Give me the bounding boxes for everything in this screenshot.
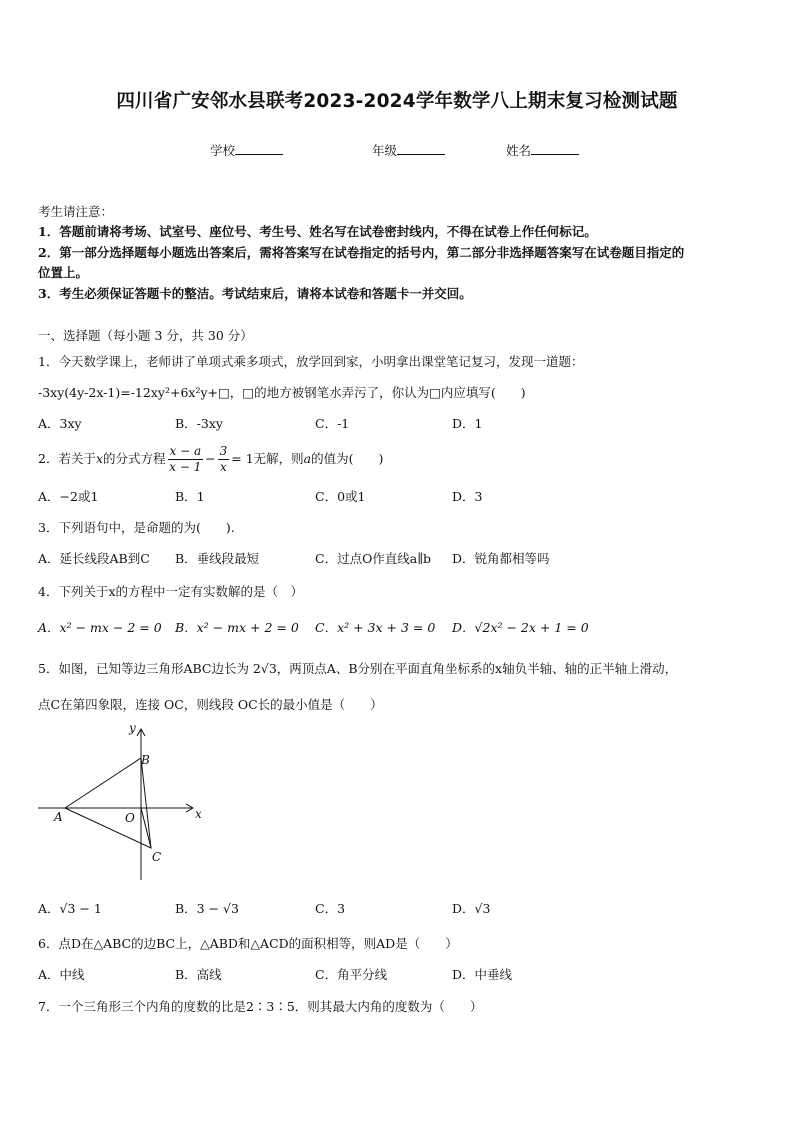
q7-stem: 7．一个三角形三个内角的度数的比是2∶3∶5．则其最大内角的度数为（ ）: [38, 999, 483, 1014]
q2-frac2-denominator: x: [220, 460, 227, 474]
q2-frac1-numerator: x − a: [169, 444, 202, 458]
q2-fraction-1: [168, 444, 204, 475]
q2-option-b: B．1: [175, 489, 205, 504]
notice-heading: 考生请注意：: [38, 204, 114, 219]
q5-label-y: y: [129, 721, 136, 735]
q5-label-o: O: [125, 811, 135, 825]
q5-segment-oc: [141, 808, 151, 848]
grade-blank: [397, 142, 445, 155]
notice-item-2: 2．第一部分选择题每小题选出答案后，需将答案写在试卷指定的括号内，第二部分非选择题答案写在试卷题目指定的: [38, 245, 685, 260]
notice-item-2-cont: 位置上。: [38, 265, 89, 280]
q2-var-a: a: [303, 451, 312, 466]
q2-eq: = 1无解，则: [231, 451, 304, 466]
q3-option-d: D．锐角都相等吗: [452, 551, 550, 566]
q3-option-b: B．垂线段最短: [175, 551, 260, 566]
q1-option-d: D．1: [452, 416, 483, 431]
q2-option-d: D．3: [452, 489, 483, 504]
grade-label: 年级: [372, 143, 398, 158]
q1-option-b: B．-3xy: [175, 416, 223, 431]
grade-field: [372, 141, 445, 159]
notice-item-3: 3．考生必须保证答题卡的整洁。考试结束后，请将本试卷和答题卡一并交回。: [38, 286, 472, 301]
q5-stem-line-2: 点C在第四象限，连接 OC，则线段 OC长的最小值是（ ）: [38, 697, 383, 712]
name-field: [506, 141, 579, 159]
q3-option-a: A．延长线段AB到C: [38, 551, 150, 566]
q4-option-b: B．x² − mx + 2 = 0: [175, 620, 299, 635]
q2-minus: −: [205, 451, 216, 466]
q5-option-c: C．3: [315, 901, 346, 916]
q4-option-d: D．√2x² − 2x + 1 = 0: [452, 620, 589, 635]
q5-label-a: A: [54, 810, 63, 824]
q4-option-c: C．x² + 3x + 3 = 0: [315, 620, 436, 635]
page-title: 四川省广安邻水县联考2023-2024学年数学八上期末复习检测试题: [116, 91, 678, 112]
q3-option-c: C．过点O作直线a∥b: [315, 551, 432, 566]
q2-frac2-numerator: 3: [219, 444, 228, 458]
q5-option-a: A．√3 − 1: [38, 901, 102, 916]
q6-option-b: B．高线: [175, 967, 222, 982]
q6-option-c: C．角平分线: [315, 967, 388, 982]
school-label: 学校: [210, 143, 236, 158]
section-heading: 一、选择题（每小题 3 分，共 30 分）: [38, 328, 253, 343]
q5-option-d: D．√3: [452, 901, 491, 916]
q2-frac1-denominator: x − 1: [169, 460, 202, 474]
q6-option-d: D．中垂线: [452, 967, 513, 982]
q1-stem: 1．今天数学课上，老师讲了单项式乘多项式，放学回到家，小明拿出课堂笔记复习，发现一道题：: [38, 354, 584, 369]
q5-option-b: B．3 − √3: [175, 901, 239, 916]
q2-post: 的值为( ): [311, 451, 384, 466]
q5-stem-line-1: 5．如图，已知等边三角形ABC边长为 2√3，两顶点A、B分别在平面直角坐标系的x轴负半轴、轴的正半轴上滑动，: [38, 661, 678, 676]
q2-mid: 的分式方程: [103, 451, 166, 466]
q5-label-b: B: [141, 753, 150, 767]
q2-stem: [38, 442, 764, 476]
school-field: [210, 141, 283, 159]
q2-option-c: C．0或1: [315, 489, 366, 504]
q1-expression: -3xy(4y-2x-1)=-12xy²+6x²y+□，□的地方被钢笔水弄污了，你认为□内应填写( ): [38, 385, 526, 400]
q4-stem: 4．下列关于x的方程中一定有实数解的是（ ）: [38, 584, 304, 599]
q1-option-c: C．-1: [315, 416, 350, 431]
name-label: 姓名: [506, 143, 532, 158]
q2-var-x: x: [95, 451, 104, 466]
notice-item-1: 1．答题前请将考场、试室号、座位号、考生号、姓名写在试卷密封线内，不得在试卷上作任何标记。: [38, 224, 597, 239]
q2-option-a: A．−2或1: [38, 489, 99, 504]
q4-option-a: A．x² − mx − 2 = 0: [38, 620, 162, 635]
q5-label-c: C: [152, 850, 162, 864]
q1-option-a: A．3xy: [38, 416, 82, 431]
q5-figure: [30, 718, 220, 888]
q3-stem: 3．下列语句中，是命题的为( ).: [38, 520, 235, 535]
q6-stem: 6．点D在△ABC的边BC上，△ABD和△ACD的面积相等，则AD是（ ）: [38, 936, 458, 951]
q2-pre: 2．若关于: [38, 451, 96, 466]
q5-label-x: x: [195, 807, 202, 821]
q6-option-a: A．中线: [38, 967, 85, 982]
q5-triangle-abc: [65, 758, 151, 848]
q2-fraction-2: [218, 444, 230, 475]
school-blank: [235, 142, 283, 155]
name-blank: [531, 142, 579, 155]
